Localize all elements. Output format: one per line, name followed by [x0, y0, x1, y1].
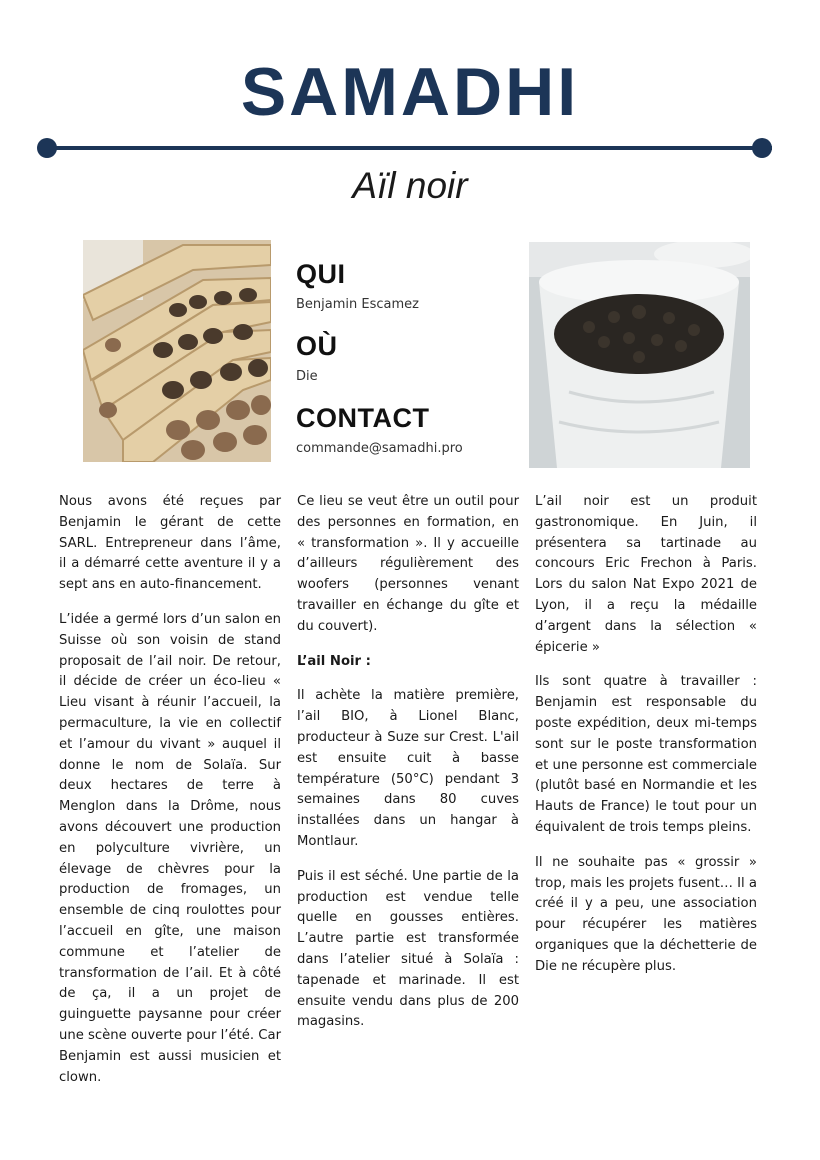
rule-right-dot: [752, 138, 772, 158]
garlic-crates-photo: [83, 240, 271, 462]
paragraph: Ils sont quatre à travailler : Benjamin est responsable du poste expédition, deux mi-temps sont sur le poste transformation et une personne est commerciale (plutôt basé en Normandie et les Hauts de France) le tout pour un équivalent de trois temps pleins.: [535, 674, 757, 835]
section-subheading: L’ail Noir :: [297, 653, 371, 669]
text-column-3: [535, 492, 757, 992]
paragraph: L’idée a germé lors d’un salon en Suisse où son voisin de stand proposait de l’ail noir. De retour, il décide de créer un éco-lieu « Lieu visant à réunir l’accueil, la permaculture, la vie en collectif et l’amour du vivant » auquel il donne le nom de Solaïa. Sur deux hectares de terre à Menglon dans la Drôme, nous avons découvert une production en polyculture vivrière, un élevage de chèvres pour la production de fromages, un ensemble de cinq roulottes pour l’accueil en gîte, une maison commune et l’atelier de transformation de l’ail. Et à côté de ça, il a un projet de guinguette paysanne pour créer une scène ouverte pour l’été. Car Benjamin est aussi musicien et clown.: [59, 611, 281, 1085]
paragraph: Il ne souhaite pas « grossir » trop, mais les projets fusent… Il a créé il y a peu, une association pour récupérer les matières organiques que la déchetterie de Die ne récupère plus.: [535, 854, 757, 974]
title-rule: [46, 146, 772, 150]
page-subtitle: Aïl noir: [352, 165, 468, 206]
paragraph: Nous avons été reçues par Benjamin le gérant de cette SARL. Entrepreneur dans l’âme, il a démarré cette aventure il y a sept ans en auto-financement.: [59, 494, 281, 593]
qui-heading: QUI: [296, 259, 346, 289]
paragraph: Puis il est séché. Une partie de la production est vendue telle quelle en gousses entières. L’autre partie est transformée dans l’atelier situé à Solaïa : tapenade et marinade. Il est ensuite vendu dans plus de 200 magasins.: [297, 868, 519, 1030]
text-column-1: [59, 492, 281, 1102]
paragraph: Ce lieu se veut être un outil pour des personnes en formation, en « transformation ». Il y accueille d’ailleurs régulièrement des woofers (personnes venant travailler en échange du gîte et du couvert).: [297, 494, 519, 634]
ou-heading: OÙ: [296, 331, 338, 361]
contact-heading: CONTACT: [296, 403, 430, 433]
info-block: [296, 258, 516, 474]
qui-value: Benjamin Escamez: [296, 297, 419, 312]
ou-value: Die: [296, 369, 318, 384]
contact-email[interactable]: commande@samadhi.pro: [296, 441, 463, 456]
black-garlic-bucket-photo: [529, 242, 750, 468]
text-column-2: [297, 492, 519, 1047]
paragraph: Il achète la matière première, l’ail BIO, à Lionel Blanc, producteur à Suze sur Crest. L'ail est ensuite cuit à basse température (50°C) pendant 3 semaines dans 80 cuves installées dans un hangar à Montlaur.: [297, 688, 519, 849]
page-title: SAMADHI: [240, 54, 580, 130]
paragraph: L’ail noir est un produit gastronomique. En Juin, il présentera sa tartinade au concours Eric Frechon à Paris. Lors du salon Nat Expo 2021 de Lyon, il a reçu la médaille d’argent dans la sélection « épicerie »: [535, 494, 757, 655]
